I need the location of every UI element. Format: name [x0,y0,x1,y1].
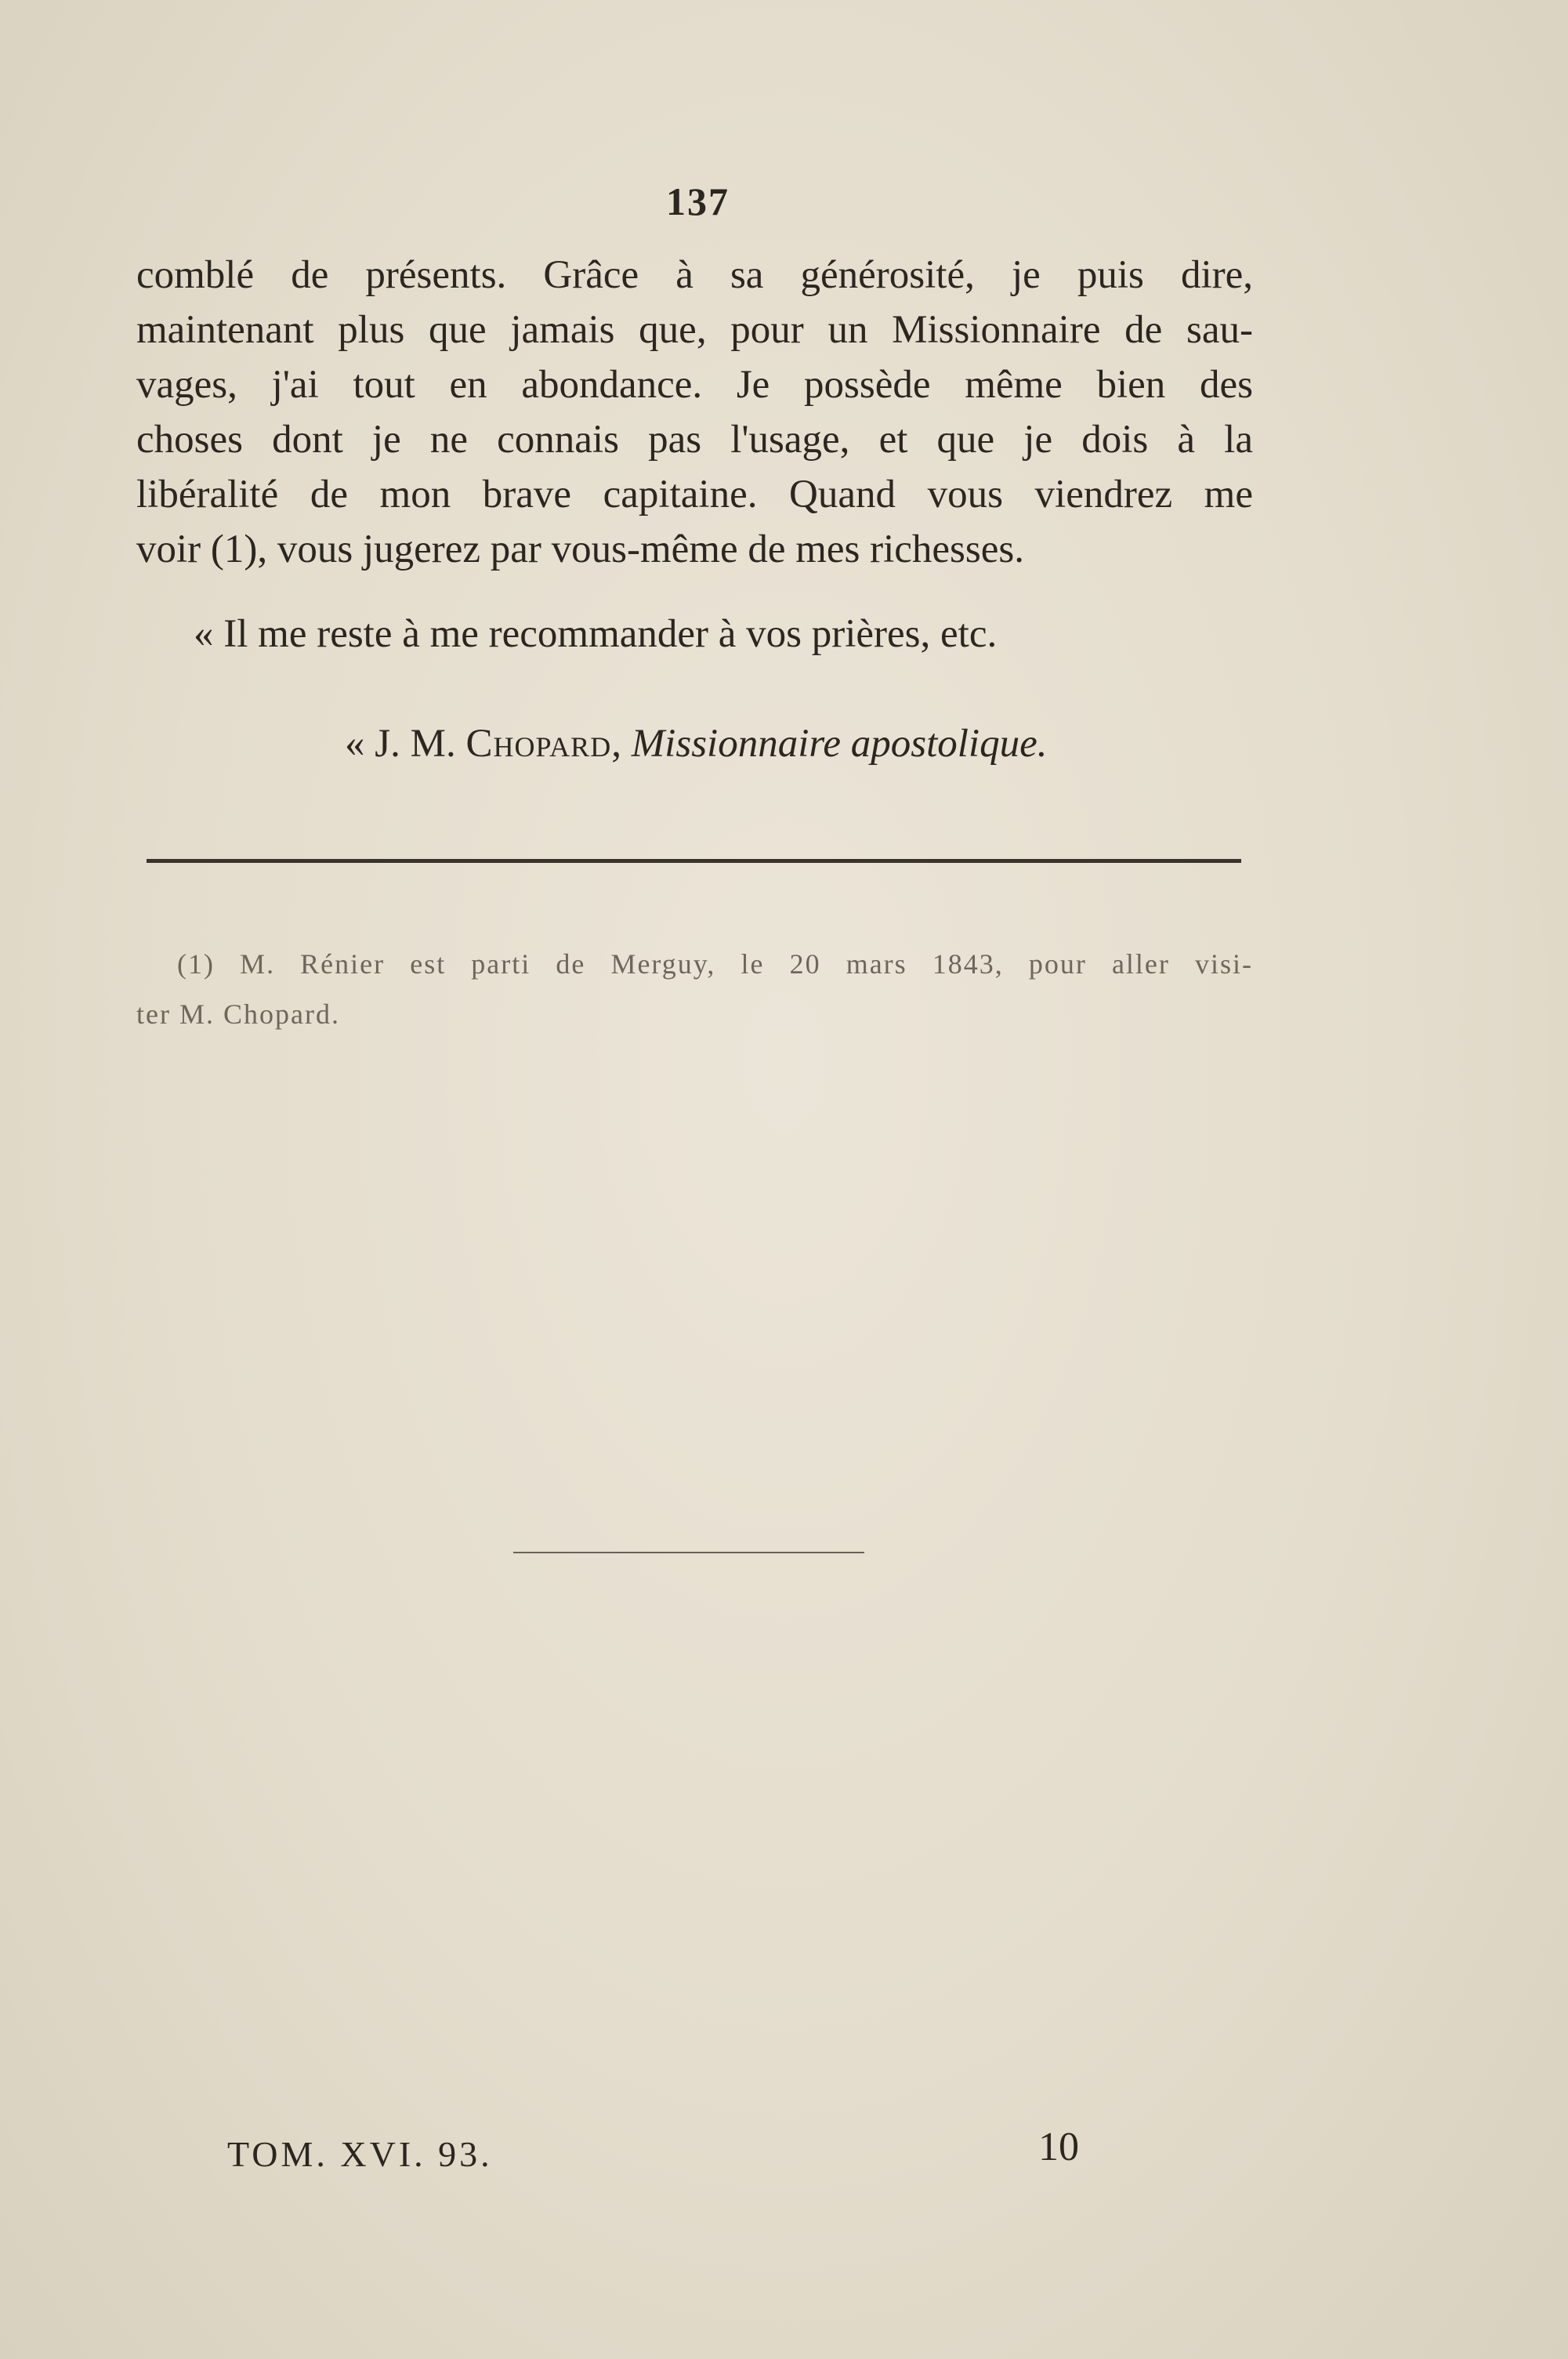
footnote-line: (1) M. Rénier est parti de Merguy, le 20 mars 1843, pour aller visi- [177,948,1253,980]
signature-prefix: « J. M. [345,722,456,766]
sheet-number: 10 [1038,2125,1079,2169]
body-paragraph [136,248,1253,577]
footnote-separator-rule [147,859,1241,863]
signature-name: Chopard [465,722,612,766]
body-line: maintenant plus que jamais que, pour un Missionnaire de sau- [136,308,1253,352]
body-line: vages, j'ai tout en abondance. Je possède même bien des [136,363,1253,407]
body-line: choses dont je ne connais pas l'usage, et que je dois à la [136,418,1253,462]
closing-line: « Il me reste à me recommander à vos prières, etc. [194,612,998,656]
body-line: voir (1), vous jugerez par vous-même de mes richesses. [136,527,1024,571]
letter-signature [345,721,1047,766]
signature-separator: , [611,722,621,766]
footnote [136,939,1253,1039]
page-number: 137 [666,179,730,223]
section-divider-rule [513,1552,864,1553]
signature-title: Missionnaire apostolique. [631,722,1048,766]
body-line: libéralité de mon brave capitaine. Quand vous viendrez me [136,473,1253,516]
body-line: comblé de présents. Grâce à sa générosité, je puis dire, [136,253,1253,297]
printer-signature-mark: TOM. XVI. 93. [227,2134,493,2174]
footnote-line: ter M. Chopard. [136,998,340,1030]
